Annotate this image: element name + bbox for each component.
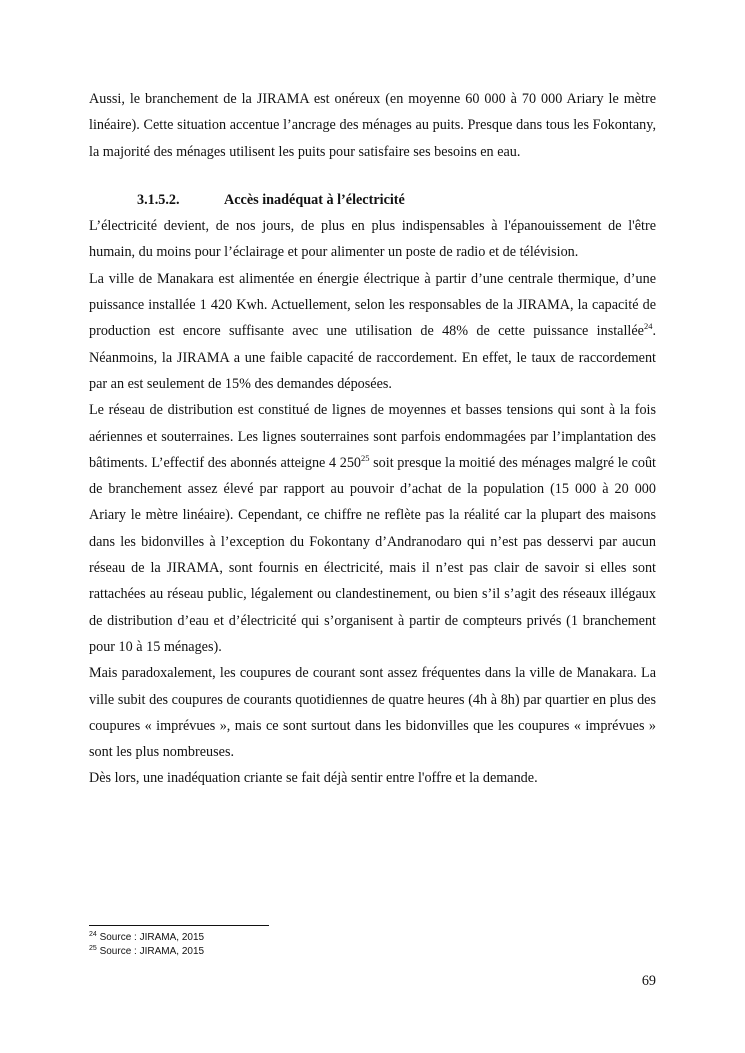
paragraph-spacer	[89, 165, 656, 187]
footnote-text: Source : JIRAMA, 2015	[96, 946, 205, 957]
section-number: 3.1.5.2.	[137, 191, 180, 208]
paragraph-power-cuts: Mais paradoxalement, les coupures de courant sont assez fréquentes dans la ville de Manakara. La ville subit des coupures de courants quotidiennes de quatre heures (4h à 8h) par quartier en plus des coupures « imprévues », mais ce sont surtout dans les bidonvilles que les coupures « imprévues » sont les plus nombreuses.	[89, 665, 656, 761]
footnote-24	[89, 931, 204, 945]
page-number: 69	[641, 973, 656, 989]
footnote-separator	[89, 925, 269, 926]
paragraph-electricity-need: L’électricité devient, de nos jours, de plus en plus indispensables à l'épanouissement de l'être humain, du moins pour l’éclairage et pour alimenter un poste de radio et de télévision.	[89, 218, 656, 261]
section-heading	[137, 187, 656, 213]
footnotes	[89, 931, 204, 959]
footnote-reference: 24	[643, 321, 653, 332]
paragraph-conclusion: Dès lors, une inadéquation criante se fait déjà sentir entre l'offre et la demande.	[89, 770, 538, 787]
footnote-text: Source : JIRAMA, 2015	[96, 932, 205, 943]
paragraph-water-connection: Aussi, le branchement de la JIRAMA est onéreux (en moyenne 60 000 à 70 000 Ariary le mètre linéaire). Cette situation accentue l’ancrage des ménages au puits. Presque dans tous les Fokontany, la majorité des ménages utilisent les puits pour satisfaire ses besoins en eau.	[89, 91, 656, 160]
paragraph-text: . Néanmoins, la JIRAMA a une faible capacité de raccordement. En effet, le taux de raccordement par an est seulement de 15% des demandes déposées.	[89, 323, 656, 392]
section-title: Accès inadéquat à l’électricité	[224, 191, 405, 208]
page-body	[89, 86, 656, 792]
footnote-reference: 25	[361, 452, 370, 463]
footnote-25	[89, 945, 204, 959]
paragraph-text: soit presque la moitié des ménages malgré le coût de branchement assez élevé par rapport au pouvoir d’achat de la population (15 000 à 20 000 Ariary le mètre linéaire). Cependant, ce chiffre ne reflète pas la réalité car la plupart des maisons dans les bidonvilles à l’exception du Fokontany d’Andranodaro qui n’est pas desservi par aucun réseau de la JIRAMA, sont fournis en électricité, mais il n’est pas clair de savoir si elles sont rattachées au réseau public, légalement ou clandestinement, ou bien s’il s’agit des réseaux illégaux de distribution d’eau et d’électricité qui s’organisent à partir de compteurs privés (1 branchement pour 10 à 15 ménages).	[89, 454, 656, 655]
paragraph-power-plant	[89, 266, 656, 397]
paragraph-text: La ville de Manakara est alimentée en énergie électrique à partir d’une centrale thermique, d’une puissance installée 1 420 Kwh. Actuellement, selon les responsables de la JIRAMA, la capacité de production est encore suffisante avec une utilisation de 48% de cette puissance installée	[89, 270, 656, 340]
footnote-mark: 25	[89, 945, 97, 952]
paragraph-distribution-network	[89, 397, 656, 660]
paragraph-text: Le réseau de distribution est constitué de lignes de moyennes et basses tensions qui sont à la fois aériennes et souterraines. Les lignes souterraines sont parfois endommagées par l’implantation des bâtiments. L’effectif des abonnés atteigne 4 250	[89, 402, 656, 471]
footnote-mark: 24	[89, 931, 97, 938]
